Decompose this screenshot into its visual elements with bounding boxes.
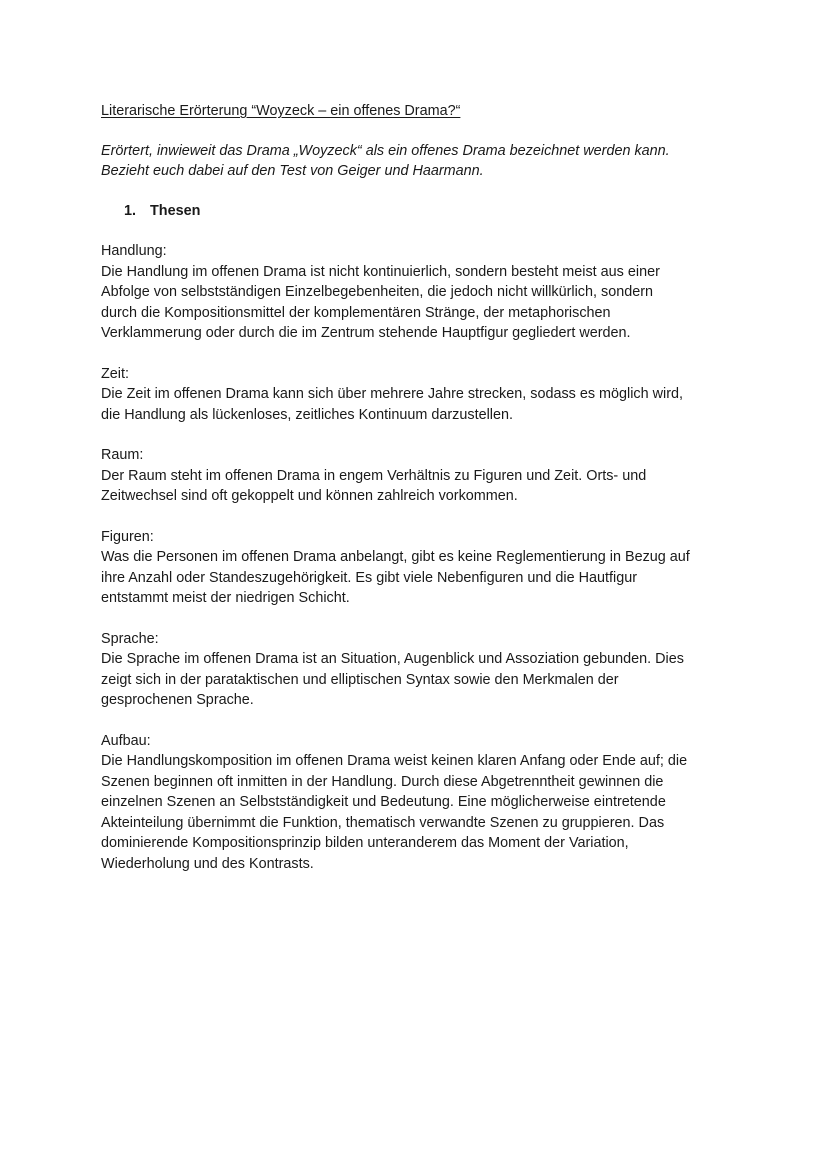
- text-line: dominierende Kompositionsprinzip bilden unteranderem das Moment der Variation,: [101, 835, 629, 851]
- section-label: Figuren:: [101, 528, 154, 545]
- text-line: durch die Kompositionsmittel der komplementären Stränge, der metaphorischen: [101, 304, 611, 321]
- section-label: Aufbau:: [101, 732, 151, 749]
- section-label: Handlung:: [101, 243, 167, 259]
- section-heading-thesen: [124, 201, 741, 222]
- heading-number: 1.: [124, 202, 137, 219]
- section-figuren: [101, 527, 741, 609]
- task-instruction: [101, 141, 741, 182]
- text-line: Szenen beginnen oft inmitten in der Handlung. Durch diese Abgetrenntheit gewinnen die: [101, 773, 664, 790]
- section-text: [101, 649, 741, 711]
- text-line: Zeitwechsel sind oft gekoppelt und können zahlreich vorkommen.: [101, 488, 518, 504]
- document-body: [101, 101, 741, 874]
- text-line: Verklammerung oder durch die im Zentrum stehende Hauptfigur gegliedert werden.: [101, 325, 631, 341]
- task-line: Erörtert, inwieweit das Drama „Woyzeck“ als ein offenes Drama bezeichnet werden kann.: [101, 142, 670, 159]
- section-text: [101, 547, 741, 609]
- text-line: Die Handlungskomposition im offenen Drama weist keinen klaren Anfang oder Ende auf; die: [101, 753, 688, 769]
- task-line: Bezieht euch dabei auf den Test von Geiger und Haarmann.: [101, 163, 484, 179]
- text-line: Abfolge von selbstständigen Einzelbegebenheiten, die jedoch nicht willkürlich, sondern: [101, 284, 654, 300]
- text-line: Akteinteilung übernimmt die Funktion, thematisch verwandte Szenen zu gruppieren. Das: [101, 814, 665, 831]
- text-line: die Handlung als lückenloses, zeitliches Kontinuum darzustellen.: [101, 406, 513, 423]
- section-text: [101, 384, 741, 425]
- heading-label: Thesen: [150, 202, 201, 219]
- section-aufbau: [101, 731, 741, 875]
- text-line: Die Handlung im offenen Drama ist nicht kontinuierlich, sondern besteht meist aus einer: [101, 263, 660, 280]
- text-line: Was die Personen im offenen Drama anbelangt, gibt es keine Reglementierung in Bezug auf: [101, 549, 690, 565]
- text-line: einzelnen Szenen an Selbstständigkeit und Bedeutung. Eine möglicherweise eintretende: [101, 794, 666, 810]
- section-label: Sprache:: [101, 630, 159, 647]
- section-zeit: [101, 364, 741, 426]
- section-text: [101, 262, 741, 344]
- section-text: [101, 751, 741, 874]
- section-text: [101, 466, 741, 507]
- text-line: Die Sprache im offenen Drama ist an Situation, Augenblick und Assoziation gebunden. Dies: [101, 651, 684, 667]
- text-line: Der Raum steht im offenen Drama in engem Verhältnis zu Figuren und Zeit. Orts- und: [101, 467, 647, 484]
- text-line: gesprochenen Sprache.: [101, 692, 254, 708]
- section-raum: [101, 445, 741, 507]
- text-line: zeigt sich in der parataktischen und elliptischen Syntax sowie den Merkmalen der: [101, 671, 619, 688]
- text-line: ihre Anzahl oder Standeszugehörigkeit. Es gibt viele Nebenfiguren und die Hautfigur: [101, 569, 637, 586]
- section-sprache: [101, 629, 741, 711]
- section-handlung: [101, 241, 741, 344]
- text-line: Die Zeit im offenen Drama kann sich über mehrere Jahre strecken, sodass es möglich wird,: [101, 386, 684, 402]
- text-line: Wiederholung und des Kontrasts.: [101, 855, 314, 872]
- document-title: Literarische Erörterung “Woyzeck – ein offenes Drama?“: [101, 103, 461, 119]
- section-label: Zeit:: [101, 365, 129, 382]
- text-line: entstammt meist der niedrigen Schicht.: [101, 590, 350, 606]
- section-label: Raum:: [101, 447, 144, 463]
